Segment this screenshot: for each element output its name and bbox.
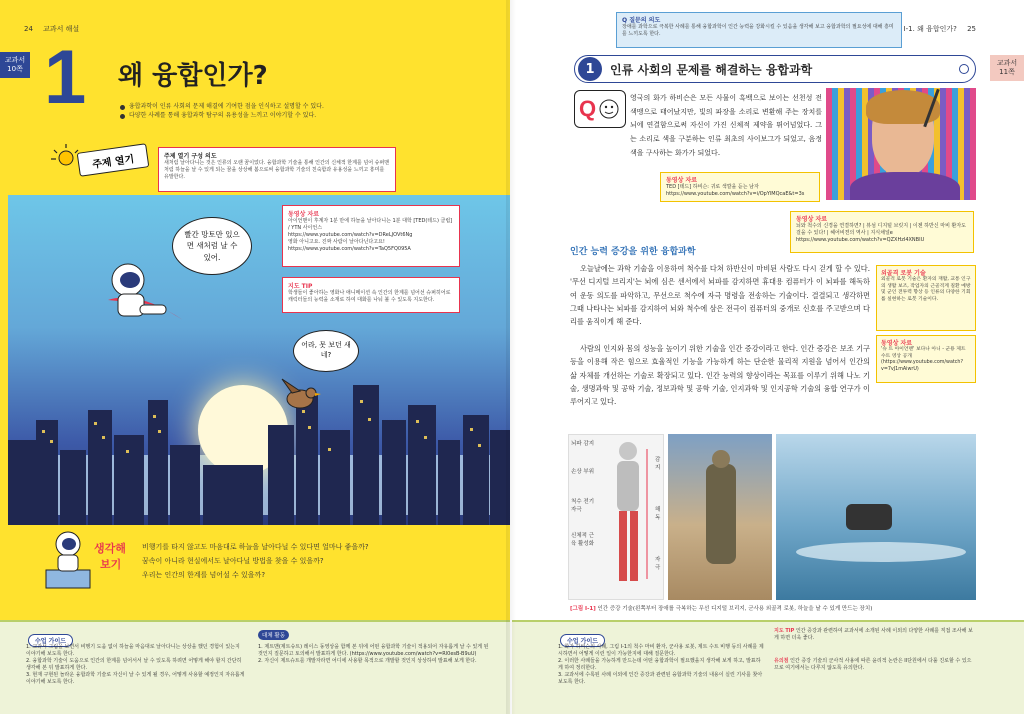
- right-page: [512, 0, 1024, 714]
- page-header-right: [904, 24, 976, 34]
- guide-step: 1. 교과서 그림을 보면서 비행기 도움 없이 하늘을 마음대로 날아다니는 상상을 했던 경험이 있는지 이야기해 보도록 한다.: [26, 644, 240, 657]
- header-title: I-1. 왜 융합인가?: [903, 25, 957, 33]
- caption-label: [그림 Ⅰ-1]: [570, 606, 596, 612]
- think-questions: [142, 540, 462, 582]
- subsection-title: 인간 능력 증강을 위한 융합과학: [570, 247, 696, 257]
- video-box-2: [790, 211, 974, 253]
- section-end-circle: [959, 64, 969, 74]
- question-intent-title: Q 질문의 의도: [622, 17, 661, 24]
- guide-step: 3. 현재 구현된 놀라운 융합과학 기술로 자신이 날 수 있게 될 경우, 어떻게 사용할 예정인지 자유롭게 이야기해 보도록 한다.: [26, 672, 245, 685]
- page-number: 24: [24, 25, 33, 33]
- question-intent-box: [616, 12, 902, 48]
- side-tab-label: 교과서: [996, 59, 1018, 67]
- exoskeleton-photo: [668, 434, 772, 600]
- diagram-label: 뇌파 감지: [571, 441, 595, 447]
- section-header: [574, 55, 976, 83]
- guide-tip-text: 인간 증강과 관련하여 교과서에 소개된 사례 이외의 다양한 사례를 직접 조사해 보게 하면 더욱 좋다.: [774, 628, 973, 641]
- q-icon: Q: [574, 90, 626, 128]
- caption-text: 인간 증강 기술(왼쪽부터 장애를 극복하는 무선 디지털 브리지, 군사용 외골격 로봇, 하늘을 날 수 있게 만드는 장치): [597, 606, 873, 612]
- video-box-title: 동영상 자료: [666, 177, 698, 184]
- book-gutter: [506, 0, 516, 714]
- diagram-label: 자극: [655, 557, 661, 571]
- video-box-text[interactable]: TED [테드] 하비슨: 귀로 색깔을 듣는 남자 https://www.youtube.com/watch?v=i/OpYlMQcaE&t=3s: [666, 184, 805, 197]
- think-badge: [94, 540, 126, 572]
- left-page: [0, 0, 510, 714]
- astronaut-on-box: [40, 528, 96, 590]
- digital-bridge-diagram: [568, 434, 664, 600]
- header-title: 교과서 해설: [43, 25, 80, 33]
- video-box-title: 동영상 자료: [881, 340, 913, 347]
- speech-bubble-2: 어라, 못 보던 새네?: [293, 330, 359, 372]
- jetsuit-photo: [776, 434, 976, 600]
- objective-item: 다양한 사례를 통해 융합과학 탐구의 유용성을 느끼고 이야기할 수 있다.: [120, 112, 420, 121]
- guide-step: 2. 이러한 사례들을 가능하게 만드는데 어떤 융합과학이 필요했을지 생각해 보게 하고, 발표하게 하여 정리한다.: [558, 658, 761, 671]
- think-badge-line2: 보기: [100, 558, 122, 571]
- class-guide: [512, 620, 1024, 714]
- guide-tip: [774, 628, 974, 642]
- video-link[interactable]: https://www.youtube.com/watch?v=TaQ5FQ095A: [288, 246, 411, 252]
- city-skyline: [8, 370, 510, 525]
- diagram-label: 감지: [655, 457, 661, 471]
- think-question: 꿈속이 아니라 현실에서도 날아다닐 방법을 찾을 수 있을까?: [142, 557, 324, 565]
- page-number: 25: [967, 25, 976, 33]
- guide-step: 1. 제트맨(제트슈트) 레이스 동영상을 함께 본 뒤에 어떤 융합과학 기술이 적용되어 자유롭게 날 수 있게 된 것인지 질문하고 토의해서 발표하게 한다. (https://www.youtube.com/watch?v=Rl0esB-B9uU): [258, 644, 489, 657]
- side-tab: [990, 55, 1024, 81]
- side-tab-page: 10쪽: [7, 65, 23, 74]
- question-intent-text: 장애를 과학으로 극복한 사례를 통해 융합과학이 인간 능력을 강화시킬 수 있음을 생각해 보고 융합과학의 필요성에 대해 흥미를 느끼도록 한다.: [622, 24, 894, 37]
- paragraph-2: 사람의 인지와 몸의 성능을 높이기 위한 기술을 인간 증강이라고 한다. 인간 증강은 보조 기구 등을 이용해 작은 힘으로 효율적인 기능을 가능하게 하는 단순한 물리적 지원을 넘어서 인간의 삶 자체를 개선하는 기술로 확장되고 있다. 인간 능력의 향상이라는 목표를 이루기 위해 나노 기술, 생명과학 및 공학 기술, 정보과학 및 공학 기술, 인지과학 및 인지공학 기술의 융합 연구가 이루어지고 있다.: [570, 344, 870, 407]
- guide-col-2: [258, 644, 490, 665]
- speech-bubble-1: 빨간 망토만 있으면 새처럼 날 수 있어.: [172, 217, 252, 275]
- alt-activity-badge: 대체 활동: [258, 630, 289, 640]
- exoskeleton-box: [876, 265, 976, 331]
- diagram-label: 척수 전기 자극: [571, 499, 595, 513]
- exoskeleton-box-text: 외골격 로봇 기술은 환자의 재활, 교통 인구의 생활 보조, 작업자의 근골격계 질환 예방 및 군인 전투력 향상 등 인류의 다양한 기회를 실현하는 로봇 기술이다.: [881, 277, 971, 303]
- section-number: 1: [578, 57, 602, 81]
- guide-col-1: [26, 644, 246, 686]
- portrait-photo: [826, 88, 976, 200]
- think-question: 우리는 인간의 한계를 넘어설 수 있을까?: [142, 571, 266, 579]
- topic-badge: 주제 열기: [77, 143, 150, 177]
- video-box-title: 동영상 자료: [796, 216, 828, 223]
- think-question: 비행기를 타지 않고도 마음대로 하늘을 날아다닐 수 있다면 얼마나 좋을까?: [142, 543, 369, 551]
- intro-box: [158, 147, 396, 192]
- class-guide: [0, 620, 510, 714]
- diagram-label: 해독: [655, 507, 661, 521]
- video-item: 아이언맨이 후계자 1분 만에 하늘을 날아다니는 1분 대학 [TED(테드) 클립] / YTN 사이언스: [288, 218, 453, 231]
- objective-item: 융합과학이 인류 사회의 문제 해결에 기여한 점을 인식하고 설명할 수 있다.: [120, 103, 420, 112]
- chapter-title: 왜 융합인가?: [118, 61, 268, 91]
- intro-paragraph: 영국의 화가 하비슨은 모든 사물이 흑백으로 보이는 선천성 전색맹으로 태어났지만, 빛의 파장을 소리로 변환해 주는 장치를 뇌에 연결함으로써 자신이 가진 신체적 제약을 뛰어넘었다. 그는 소리로 색을 구분하는 인류 최초의 사이보그가 되었고, 음정색을 구사하는 화가가 되었다.: [630, 94, 822, 157]
- objectives: [120, 103, 420, 120]
- guide-label: 수업 가이드: [28, 628, 73, 647]
- guide-step: 3. 교과서에 수록된 사례 이외에 인간 증강과 관련된 융합과학 기술의 내용이 실린 기사를 찾아보도록 한다.: [558, 672, 763, 685]
- tip-box-text: 학생들이 좋아하는 영화나 애니메이션 속 인간의 한계를 넘어선 슈퍼히어로 캐릭터들의 능력을 소재로 하여 대화를 나눠 볼 수 있도록 지도한다.: [288, 290, 451, 303]
- side-tab-page: 11쪽: [999, 68, 1015, 77]
- guide-col-1: [558, 644, 764, 686]
- guide-tip-label: 지도 TIP: [774, 628, 795, 634]
- bird: [278, 375, 322, 415]
- guide-note-text: 인간 증강 기술의 군사적 사용에 따른 윤리적 논란은 II단원에서 다룰 진로할 수 있으므로 여기에서는 다루지 않도록 유의한다.: [774, 658, 972, 671]
- video-box-1: [660, 172, 820, 202]
- video-box-3: [876, 335, 976, 383]
- section-title: 인류 사회의 문제를 해결하는 융합과학: [610, 62, 813, 77]
- diagram-label: 손상 부위: [571, 469, 595, 475]
- tip-box: [282, 277, 460, 313]
- figure-caption: [570, 604, 980, 612]
- exoskeleton-box-title: 외골격 로봇 기술: [881, 270, 926, 277]
- page-header-left: [24, 24, 79, 34]
- side-tab-label: 교과서: [4, 56, 26, 64]
- tip-box-title: 지도 TIP: [288, 283, 313, 290]
- intro-box-text: 새처럼 날아다니는 것은 인류의 오랜 꿈이었다. 융합과학 기술을 통해 인간의 신체적 한계를 넘어 슈퍼맨처럼 하늘을 날 수 있게 되는 꿈을 상상해 봄으로써 융합과학 기술의 친숙함과 유용성을 느끼고 흥미를 유발한다.: [164, 160, 390, 180]
- chapter-number: 1: [44, 35, 87, 120]
- think-badge-line1: 생각해: [94, 542, 126, 555]
- guide-step: 2. 융합과학 기술이 도움으로 인간의 한계를 넘어서서 날 수 있도록 하려면 어떻게 해야 할지 간단히 생각해 본 뒤 발표하게 한다.: [26, 658, 242, 671]
- video-box: [282, 205, 460, 267]
- paragraph-1: 오늘날에는 과학 기술을 이용하여 척수를 다쳐 하반신이 마비된 사람도 다시 걷게 할 수 있다. '무선 디지털 브리지'는 뇌에 심은 센서에서 뇌파를 감지하면 휴대용 컴퓨터가 이 뇌파를 해독하여 운동 의도를 파악하고, 무선으로 척수에 자극 명령을 전송하는 기술이다. 결결되고 생각하면 그때 나타나는 뇌파를 감지하여 뇌와 척수에 삼은 전극이 컴퓨터의 중개로 신호를 주고받으며 다리를 움직이게 해 준다.: [570, 264, 870, 327]
- side-tab: [0, 52, 30, 78]
- video-item: 영화 아니고요. 진짜 사람이 날아다닌다고요!: [288, 239, 385, 245]
- guide-note-label: 유의점: [774, 658, 789, 664]
- guide-note: [774, 658, 974, 672]
- video-box-text[interactable]: '슈 트 아이언맨' 보다나 아니 - 군용 제트 수트 영상 공개 (https://www.youtube.com/watch?v=7vJ1mAiwrU): [881, 347, 966, 373]
- video-box-text[interactable]: 뇌와 척수의 신경을 연결하면? | 뷰섬 디지털 브릿지 | 이젠 하반신 마비 환자도 걸을 수 있다! | 헤어비젼의 역사 | 지식채널e https://www.youtube.com/watch?v=QZXHzI4XNBIU: [796, 223, 966, 243]
- video-box-title: 동영상 자료: [288, 211, 320, 218]
- guide-label: 수업 가이드: [560, 628, 605, 647]
- diagram-label: 신체적 근육 활성화: [571, 533, 595, 547]
- video-link[interactable]: https://www.youtube.com/watch?v=DReLJOVt6Ng: [288, 232, 413, 238]
- guide-step: 2. 자신이 제트슈트를 개발자라면 어디에 사용할 목적으로 개발할 것인지 상상하여 발표해 보게 한다.: [258, 658, 477, 664]
- intro-box-title: 주제 열기 구성 의도: [164, 153, 217, 160]
- guide-step: 1. 화가 하비슨의 사례, 그림 Ⅰ-1의 척수 마비 환자, 군사용 로봇, 제트 수트 비행 등의 사례를 제시하면서 어떻게 이런 일이 가능한지에 대해 질문한다.: [558, 644, 764, 657]
